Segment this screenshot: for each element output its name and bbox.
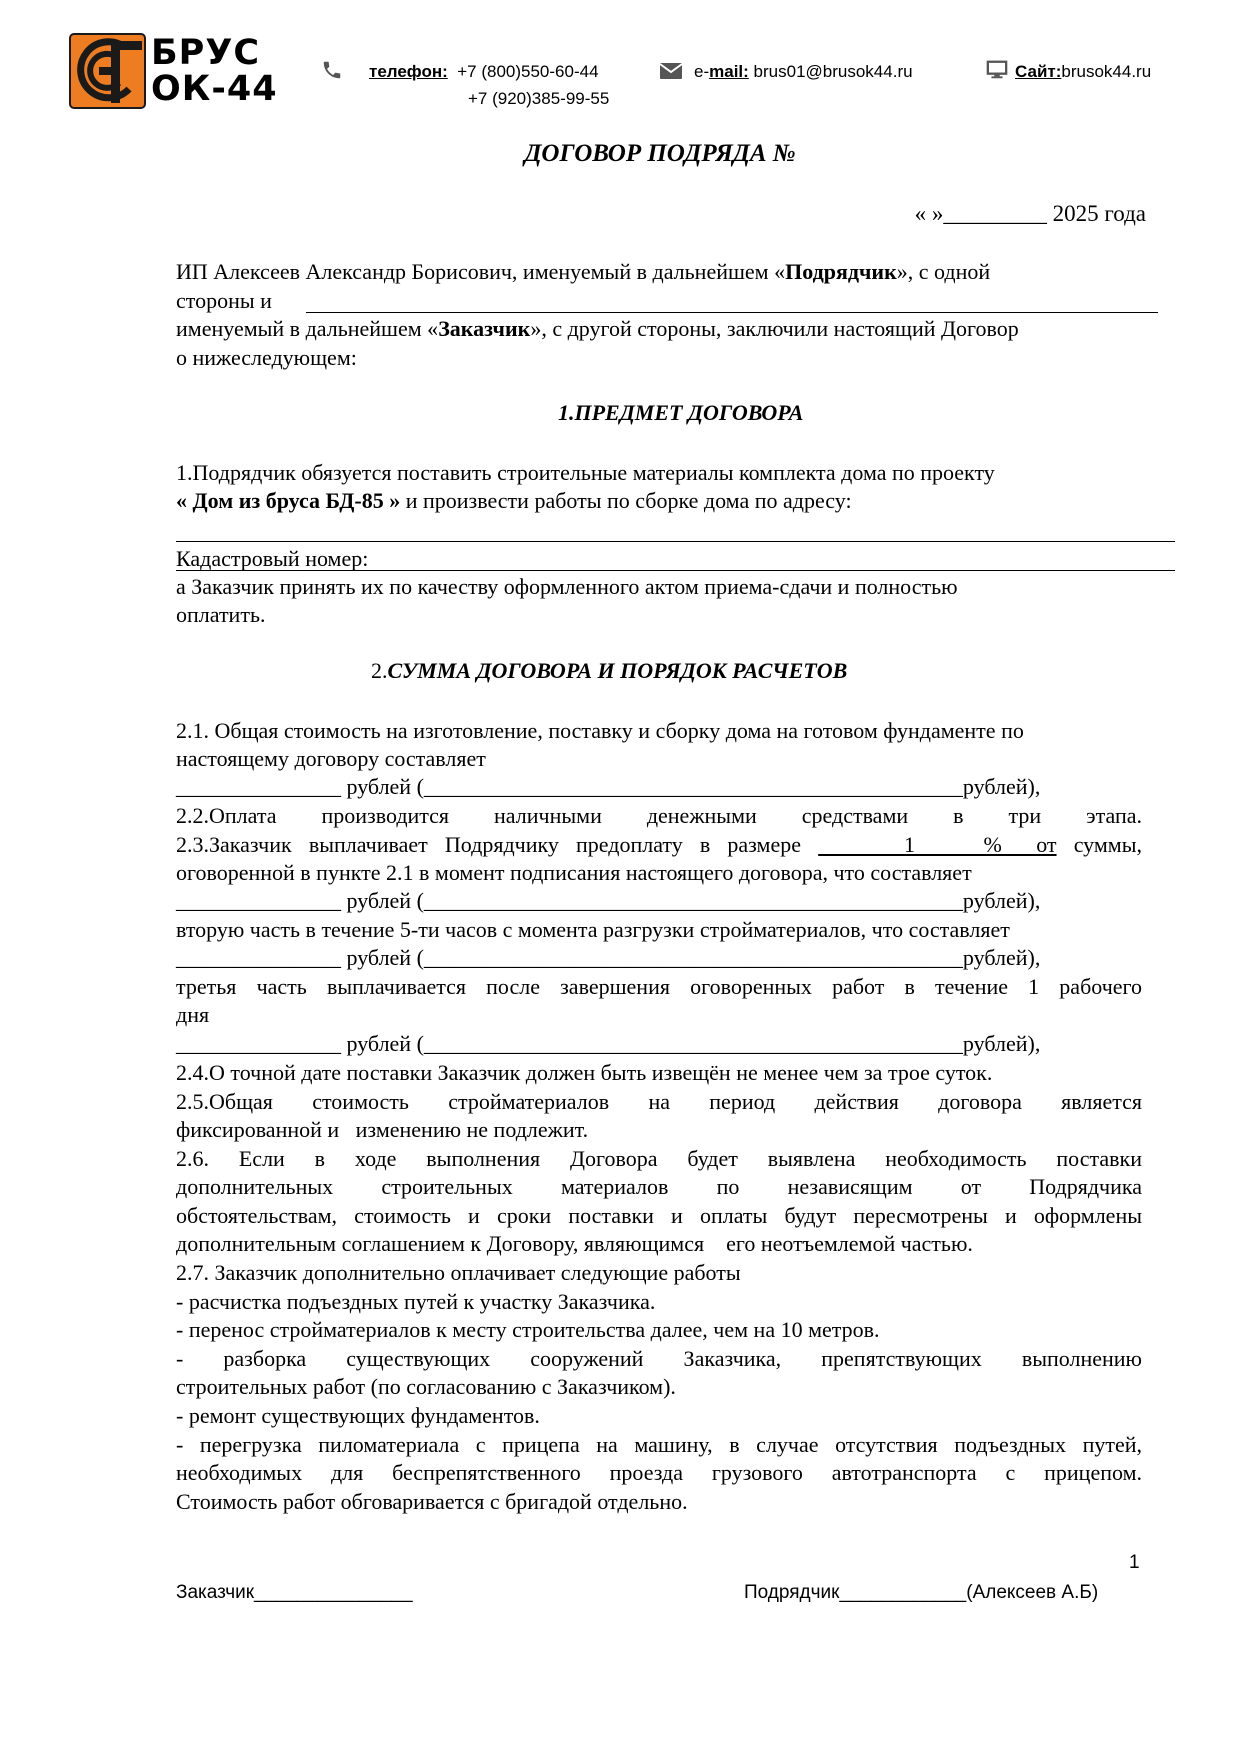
p27-line-8: необходимых для беспрепятственного проезда грузового автотранспорта с прицепом. [176,1460,1142,1485]
p25-line-1: 2.5.Общая стоимость стройматериалов на период действия договора является [176,1089,1142,1114]
phone-icon [321,59,343,81]
page-number: 1 [1129,1552,1140,1573]
s1-line-4: а Заказчик принять их по качеству оформленного актом приема-сдачи и полностью [176,574,958,599]
third-part-line-1: третья часть выплачивается после завершения оговоренных работ в течение 1 рабочего [176,974,1142,999]
cadastral-number-blank [176,570,1175,571]
p26-line-4: дополнительным соглашением к Договору, являющимся его неотъемлемой частью. [176,1231,973,1256]
customer-signature-line: Заказчик_______________ [176,1582,413,1603]
logo-line-1: БРУС [151,33,260,73]
p27-line-7: - перегрузка пиломатериала с прицепа на машину, в случае отсутствия подъездных путей, [176,1432,1142,1457]
prepayment-percent: 1 % от [818,832,1057,857]
intro-line-2: стороны и [176,288,272,313]
second-part-amount-line: _______________ рублей (_________________________________________________рублей), [176,945,1041,970]
logo-mark-icon [69,33,146,109]
intro-line-1: ИП Алексеев Александр Борисович, именуемый в дальнейшем «Подрядчик», с одной [176,259,991,284]
document-title: ДОГОВОР ПОДРЯДА № [524,140,796,167]
site-label: Сайт: [1015,62,1062,81]
monitor-icon [986,59,1008,81]
phone-label: телефон: [369,62,448,81]
cadastral-number-label: Кадастровый номер: [176,546,369,571]
p22-line: 2.2.Оплата производится наличными денежными средствами в три этапа. [176,803,1142,828]
p26-line-1: 2.6. Если в ходе выполнения Договора будет выявлена необходимость поставки [176,1146,1142,1171]
address-blank [176,541,1175,542]
third-part-amount-line: _______________ рублей (_________________________________________________рублей), [176,1031,1041,1056]
email-prefix: e- [694,62,710,81]
email-label: mail: [709,62,749,81]
section-1-title: 1.ПРЕДМЕТ ДОГОВОРА [558,400,804,425]
company-logo [69,33,284,109]
p21-line-2: настоящему договору составляет [176,746,486,771]
p24-line: 2.4.О точной дате поставки Заказчик должен быть извещён не менее чем за трое суток. [176,1060,993,1085]
phone-number-2[interactable]: +7 (920)385-99-55 [468,89,610,108]
s1-line-2: « Дом из бруса БД-85 » и произвести работы по сборке дома по адресу: [176,488,852,513]
site-block [1015,60,1151,83]
section-2-title: 2.СУММА ДОГОВОРА И ПОРЯДОК РАСЧЕТОВ [371,658,848,683]
logo-line-2: ОК-44 [151,69,278,109]
p26-line-2: дополнительных строительных материалов по независящим от Подрядчика [176,1174,1142,1199]
phone-number-1[interactable]: +7 (800)550-60-44 [457,62,599,81]
prepayment-amount-line: _______________ рублей (_________________________________________________рублей), [176,888,1041,913]
email-value[interactable]: brus01@brusok44.ru [753,62,913,81]
p27-line-6: - ремонт существующих фундаментов. [176,1403,540,1428]
envelope-icon [659,62,683,80]
second-part-line: вторую часть в течение 5-ти часов с момента разгрузки стройматериалов, что составляет [176,917,1010,942]
p27-line-3: - перенос стройматериалов к месту строительства далее, чем на 10 метров. [176,1317,880,1342]
phone-block [369,60,599,83]
site-value[interactable]: brusok44.ru [1061,62,1152,81]
p23-line-2: оговоренной в пункте 2.1 в момент подписания настоящего договора, что составляет [176,860,972,885]
contract-date: « »_________ 2025 года [914,201,1146,226]
s1-line-1: 1.Подрядчик обязуется поставить строительные материалы комплекта дома по проекту [176,460,995,485]
p23-line-1: 2.3.Заказчик выплачивает Подрядчику предоплату в размере 1 % от суммы, [176,832,1142,857]
p27-line-4: - разборка существующих сооружений Заказчика, препятствующих выполнению [176,1346,1142,1371]
p27-line-5: строительных работ (по согласованию с Заказчиком). [176,1374,676,1399]
p26-line-3: обстоятельствам, стоимость и сроки поставки и оплаты будут пересмотрены и оформлены [176,1203,1142,1228]
email-block [694,60,913,83]
p27-line-2: - расчистка подъездных путей к участку Заказчика. [176,1289,656,1314]
p25-line-2: фиксированной и изменению не подлежит. [176,1117,589,1142]
third-part-line-2: дня [176,1002,210,1027]
p27-line-1: 2.7. Заказчик дополнительно оплачивает следующие работы [176,1260,741,1285]
total-amount-line: _______________ рублей (_________________________________________________рублей), [176,774,1041,799]
p27-line-9: Стоимость работ обговаривается с бригадой отдельно. [176,1489,688,1514]
s1-line-5: оплатить. [176,602,266,627]
customer-name-blank [306,312,1158,313]
intro-line-3: именуемый в дальнейшем «Заказчик», с другой стороны, заключили настоящий Договор [176,316,1019,341]
contractor-signature-line: Подрядчик____________(Алексеев А.Б) [744,1582,1099,1603]
p21-line-1: 2.1. Общая стоимость на изготовление, поставку и сборку дома на готовом фундаменте по [176,718,1024,743]
intro-line-4: о нижеследующем: [176,345,357,370]
